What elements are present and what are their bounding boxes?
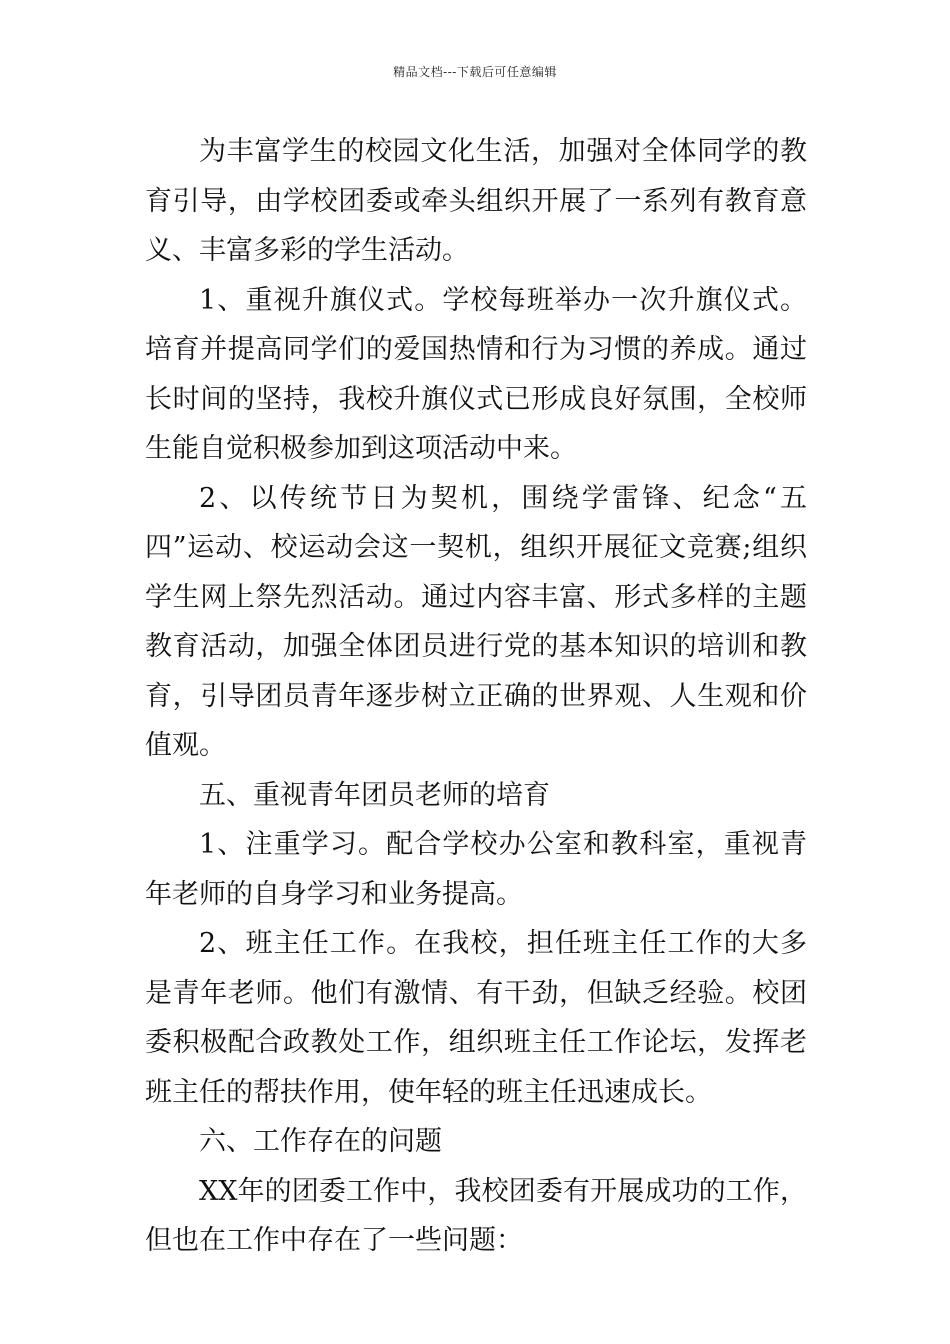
paragraph-flag-ceremony: 1、重视升旗仪式。学校每班举办一次升旗仪式。培育并提高同学们的爱国热情和行为习惯的养成。通过长时间的坚持，我校升旗仪式已形成良好氛围，全校师生能自觉积极参加到这项活动中来。 — [145, 284, 807, 464]
paragraph-intro: 为丰富学生的校园文化生活，加强对全体同学的教育引导，由学校团委或牵头组织开展了一系列有教育意义、丰富多彩的学生活动。 — [145, 136, 807, 266]
page-header: 精品文档---下载后可任意编辑 — [393, 65, 557, 79]
section-heading-problems: 六、工作存在的问题 — [199, 1126, 442, 1157]
section-heading-young-teachers: 五、重视青年团员老师的培育 — [199, 779, 550, 811]
paragraph-traditional-festivals: 2、以传统节日为契机，围绕学雷锋、纪念“五四”运动、校运动会这一契机，组织开展征文竞赛;组织学生网上祭先烈活动。通过内容丰富、形式多样的主题教育活动，加强全体团员进行党的基本知识的培训和教育，引导团员青年逐步树立正确的世界观、人生观和价值观。 — [145, 482, 807, 761]
paragraph-problems-intro: XX年的团委工作中，我校团委有开展成功的工作，但也在工作中存在了一些问题： — [145, 1175, 807, 1256]
paragraph-study: 1、注重学习。配合学校办公室和教科室，重视青年老师的自身学习和业务提高。 — [145, 829, 807, 910]
paragraph-class-teacher-work: 2、班主任工作。在我校，担任班主任工作的大多是青年老师。他们有激情、有干劲，但缺乏经验。校团委积极配合政教处工作，组织班主任工作论坛，发挥老班主任的帮扶作用，使年轻的班主任迅速成长。 — [145, 928, 807, 1108]
document-body — [145, 127, 807, 1266]
